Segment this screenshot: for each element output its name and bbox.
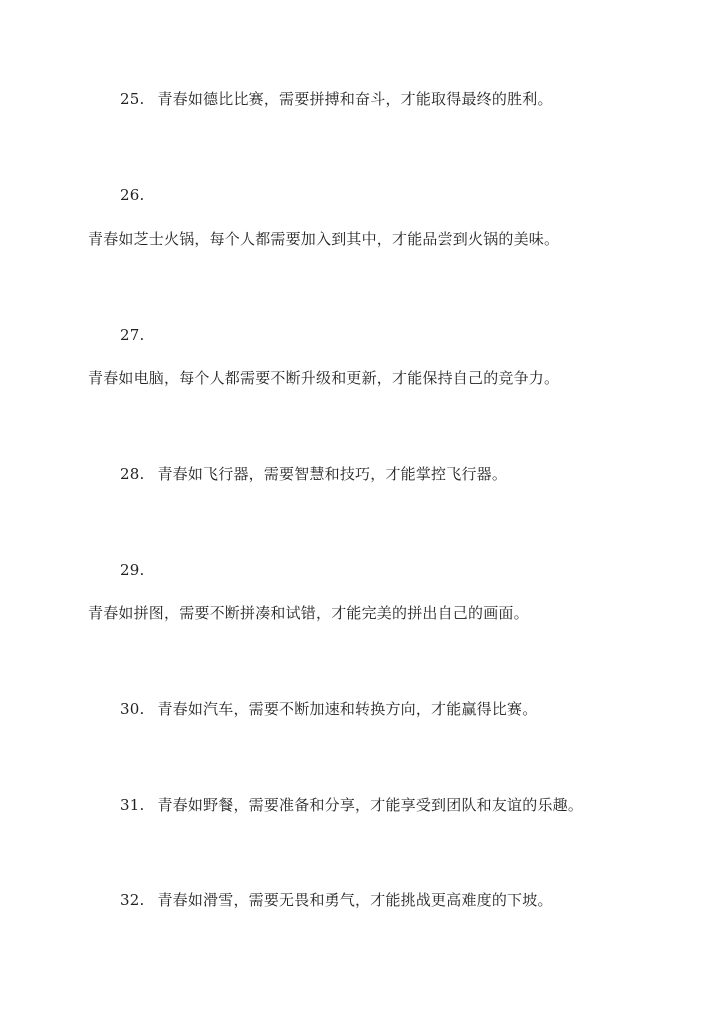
list-item-26-number	[120, 185, 144, 205]
item-text: 青春如野餐，需要准备和分享，才能享受到团队和友谊的乐趣。	[157, 796, 584, 814]
item-text: 青春如芝士火锅，每个人都需要加入到其中，才能品尝到火锅的美味。	[88, 230, 560, 248]
list-item-29-text	[88, 603, 529, 623]
item-number: 30.	[120, 700, 145, 718]
item-text: 青春如汽车，需要不断加速和转换方向，才能赢得比赛。	[157, 700, 538, 718]
item-number: 28.	[120, 465, 145, 483]
item-number: 31.	[120, 796, 145, 814]
item-text: 青春如滑雪，需要无畏和勇气，才能挑战更高难度的下坡。	[157, 891, 553, 909]
item-text: 青春如拼图，需要不断拼凑和试错，才能完美的拼出自己的画面。	[88, 604, 529, 622]
list-item-32	[120, 890, 553, 910]
item-number: 32.	[120, 891, 145, 909]
item-text: 青春如德比比赛，需要拼搏和奋斗，才能取得最终的胜利。	[157, 90, 553, 108]
list-item-30	[120, 699, 537, 719]
list-item-27-text	[88, 368, 559, 388]
list-item-31	[120, 795, 583, 815]
item-number: 25.	[120, 90, 145, 108]
item-text: 青春如电脑，每个人都需要不断升级和更新，才能保持自己的竞争力。	[88, 369, 560, 387]
item-number: 27.	[120, 326, 145, 344]
list-item-28	[120, 464, 507, 484]
item-text: 青春如飞行器，需要智慧和技巧，才能掌控飞行器。	[157, 465, 508, 483]
list-item-26-text	[88, 229, 559, 249]
item-number: 29.	[120, 561, 145, 579]
item-number: 26.	[120, 186, 145, 204]
list-item-27-number	[120, 325, 144, 345]
list-item-29-number	[120, 560, 144, 580]
list-item-25	[120, 89, 553, 109]
